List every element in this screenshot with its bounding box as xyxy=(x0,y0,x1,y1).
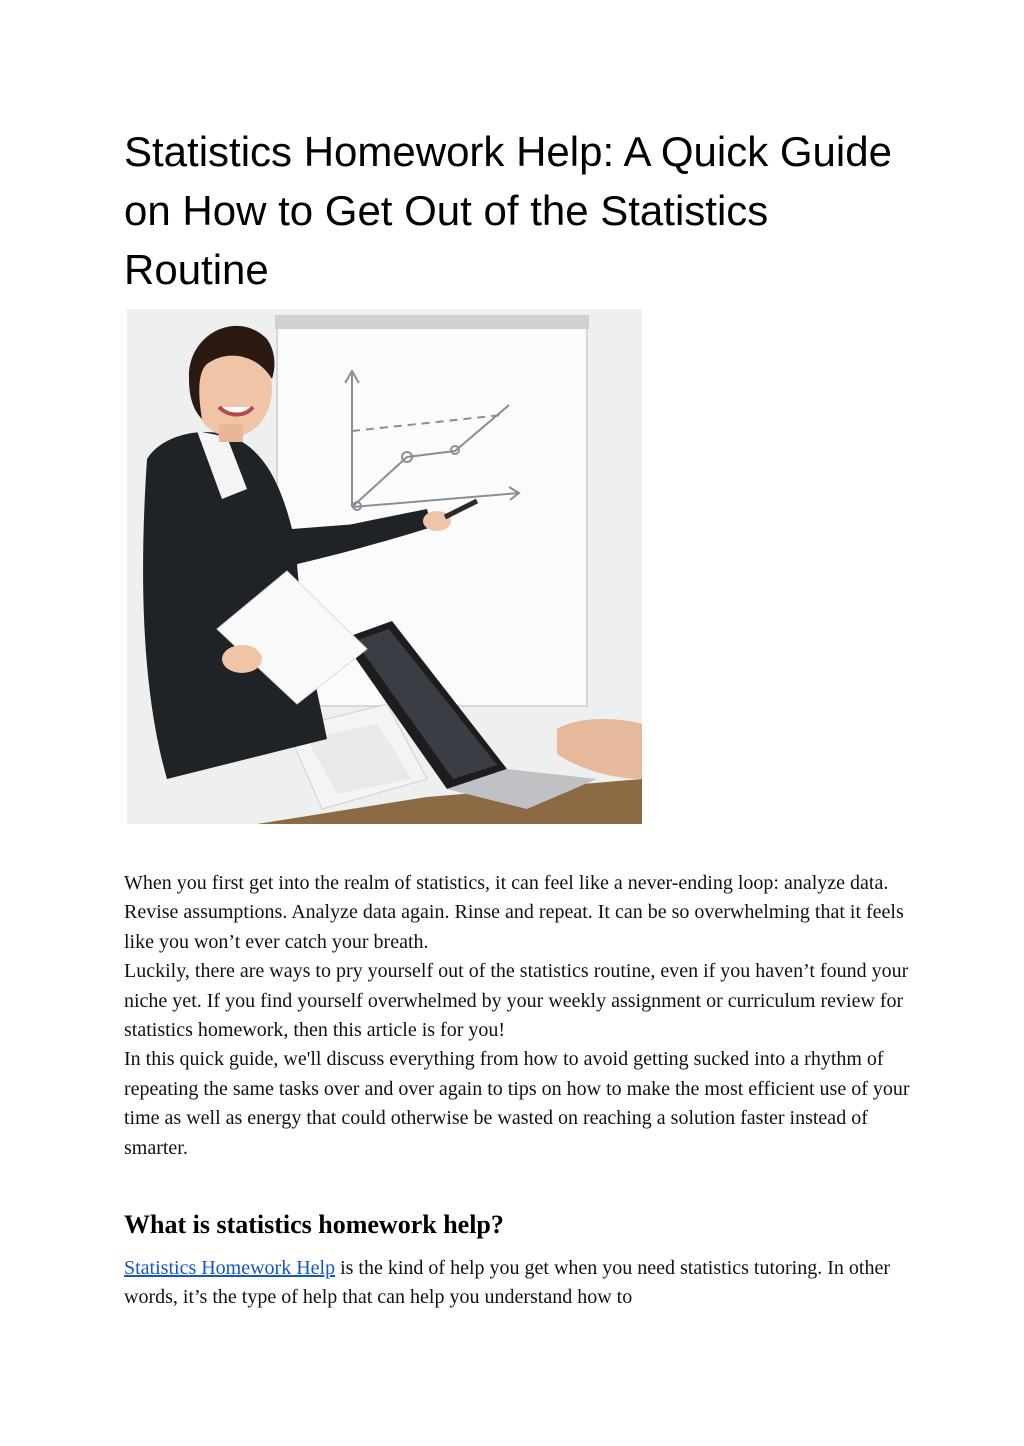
page-title: Statistics Homework Help: A Quick Guide on How to Get Out of the Statistics Routine xyxy=(124,128,892,293)
paragraph-2: Luckily, there are ways to pry yourself out of the statistics routine, even if you haven’t found your niche yet. If you find yourself overwhelmed by your weekly assignment or curriculum review for statistics homework, then this article is for you! xyxy=(124,960,909,1042)
paragraph-1: When you first get into the realm of statistics, it can feel like a never-ending loop: analyze data. Revise assumptions. Analyze data again. Rinse and repeat. It can be so overwhelming that it feels like you won’t ever catch your breath. xyxy=(124,872,904,953)
section-paragraph xyxy=(124,1254,914,1313)
section-heading: What is statistics homework help? xyxy=(124,1210,504,1239)
presenter-at-whiteboard-illustration xyxy=(127,309,642,824)
paragraph-3: In this quick guide, we'll discuss everything from how to avoid getting sucked into a rhythm of repeating the same tasks over and over again to tips on how to make the most efficient use of your time as well as energy that could otherwise be wasted on reaching a solution faster instead of smarter. xyxy=(124,1048,910,1159)
section-paragraph-text: is the kind of help you get when you need statistics tutoring. In other words, it’s the type of help that can help you understand how to xyxy=(124,1257,890,1309)
presenter-image xyxy=(127,309,642,824)
statistics-homework-help-link[interactable]: Statistics Homework Help xyxy=(124,1257,336,1279)
intro-text xyxy=(124,869,914,1163)
